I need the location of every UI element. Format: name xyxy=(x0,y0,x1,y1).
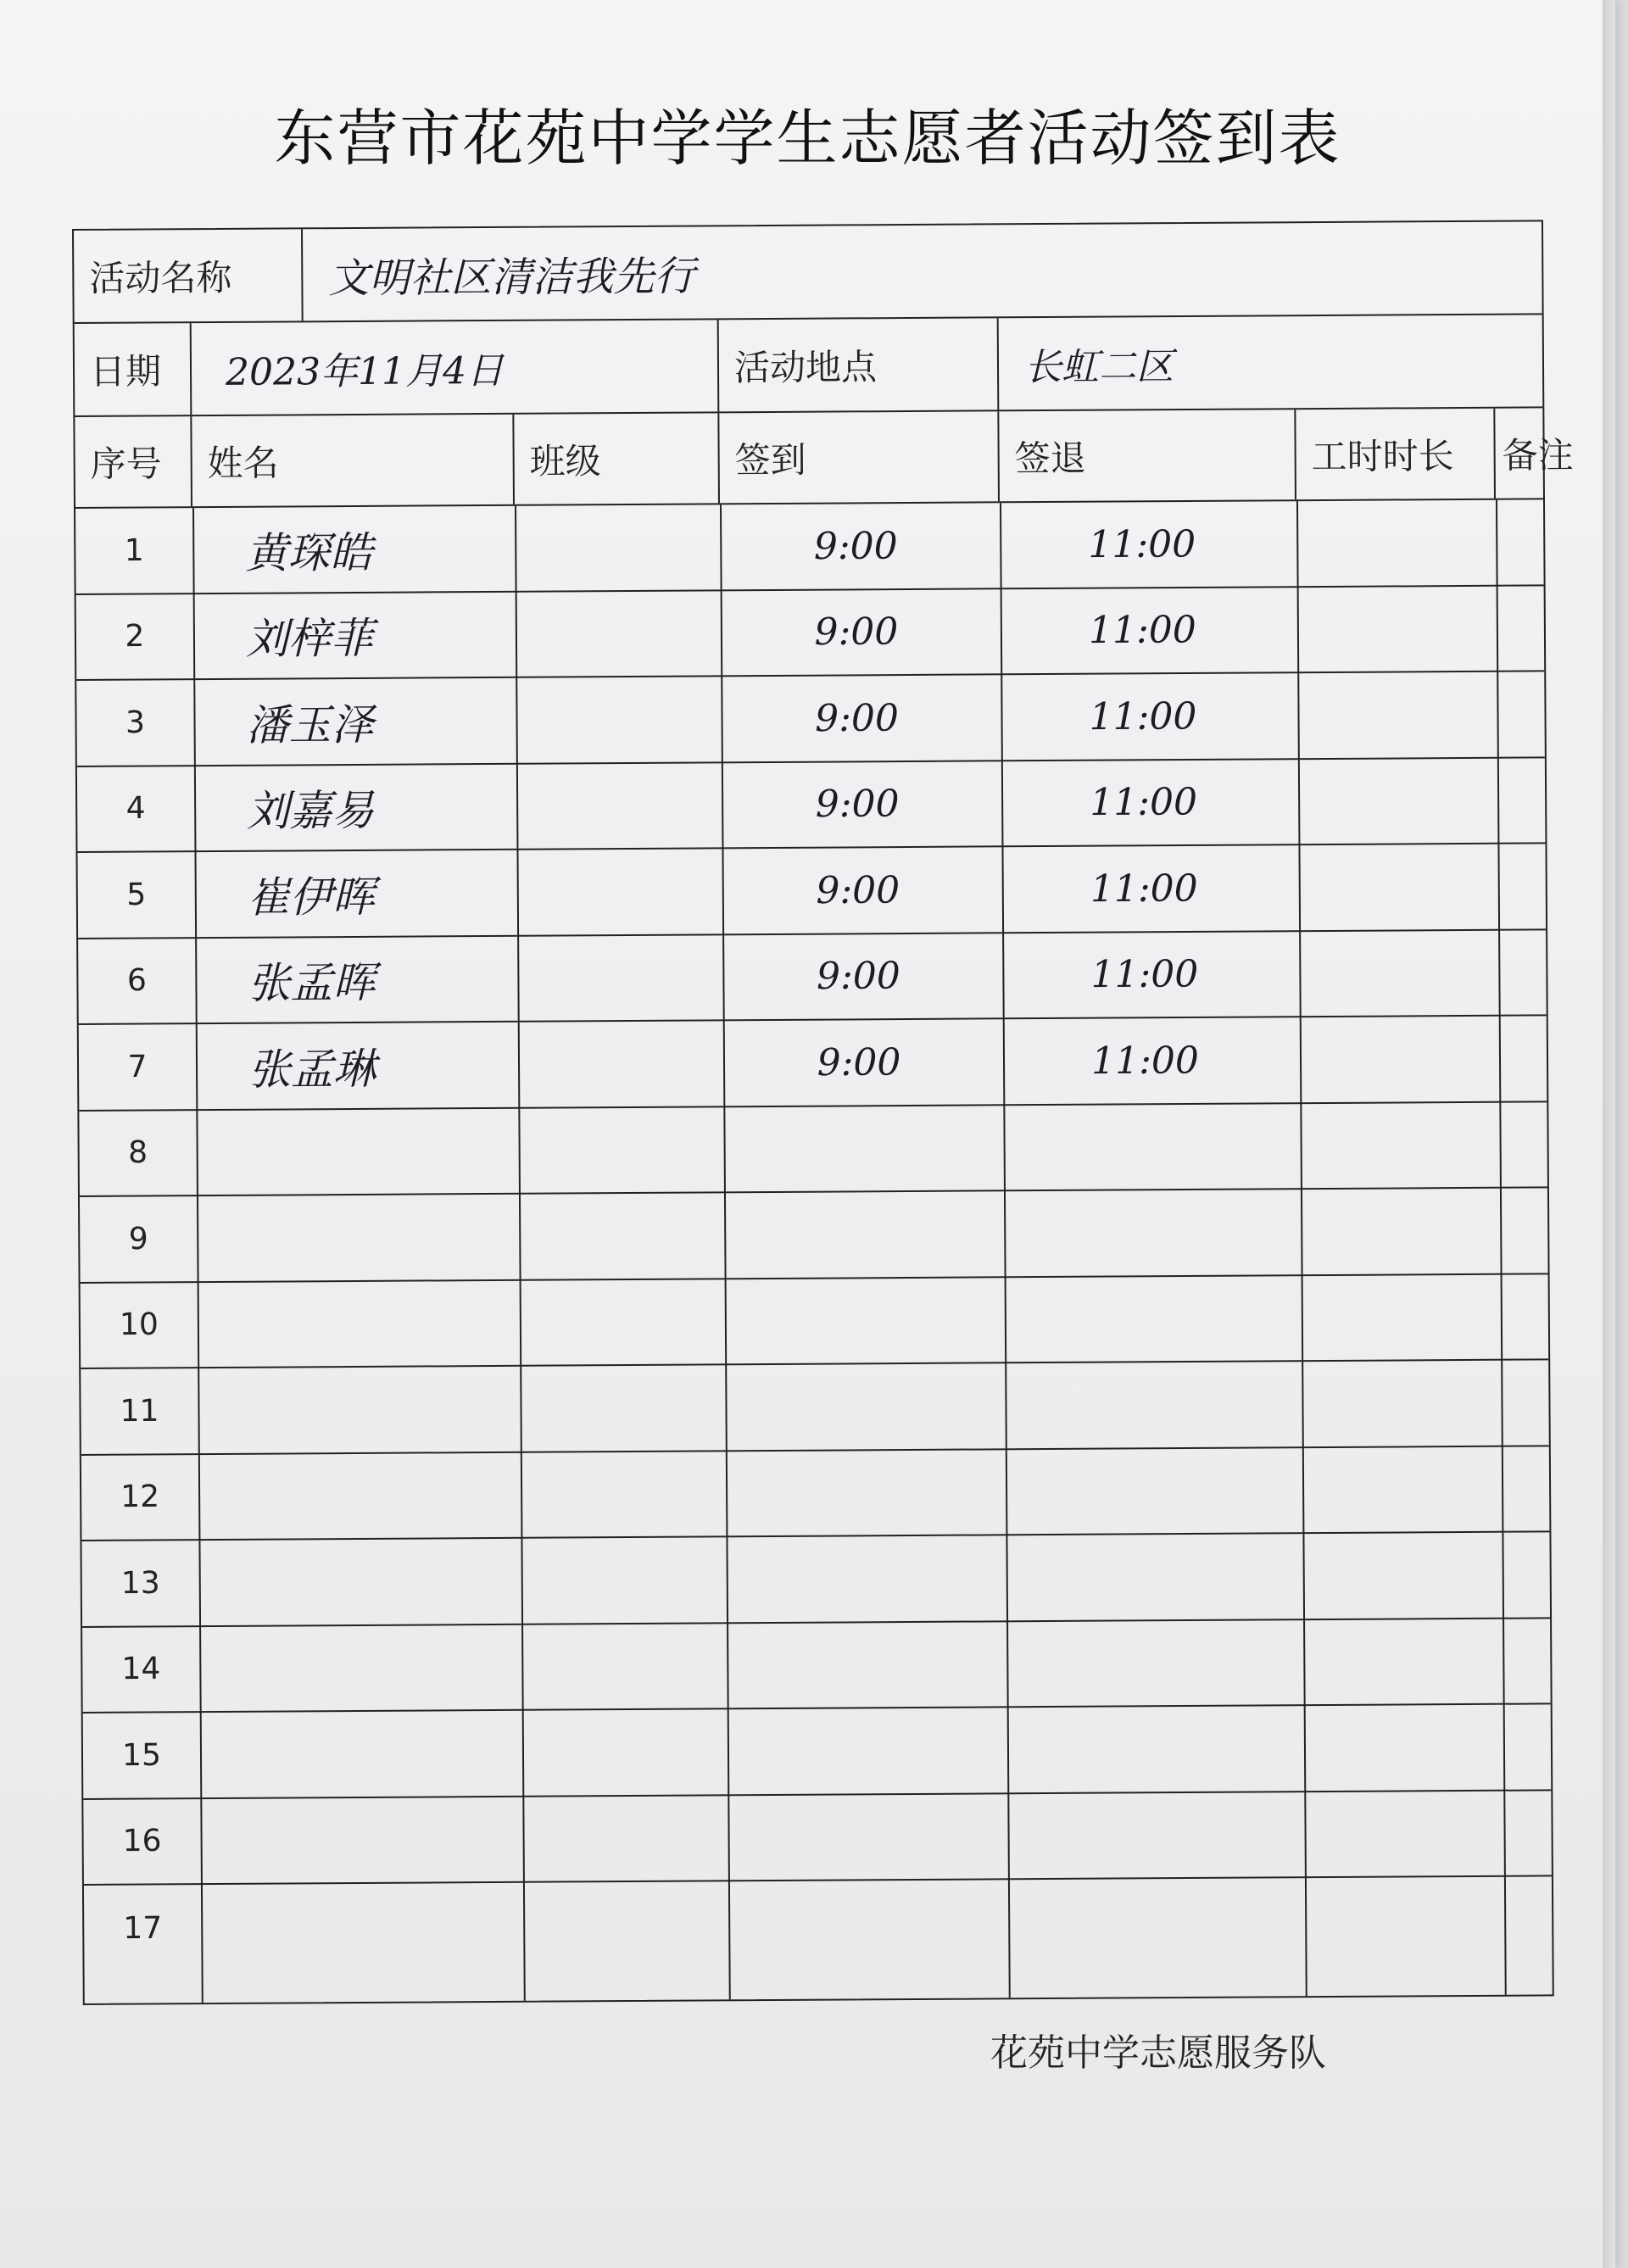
column-header-row xyxy=(75,408,1574,509)
row-signout-time xyxy=(1003,1748,1296,1750)
row-signin-time: 9:00 xyxy=(814,696,900,740)
row-signin-time: 9:00 xyxy=(817,1040,901,1084)
table-body xyxy=(75,499,1553,2003)
activity-label-cell xyxy=(74,229,304,322)
row-name: 刘嘉易 xyxy=(247,786,375,837)
row-signin-time xyxy=(720,1148,1000,1150)
row-number: 3 xyxy=(125,705,146,740)
row-number: 10 xyxy=(119,1307,159,1343)
col-header-signin: 签到 xyxy=(719,411,1000,503)
row-number: 13 xyxy=(120,1565,160,1601)
row-number: 7 xyxy=(127,1049,148,1084)
table-row xyxy=(76,586,1545,681)
date-label-cell xyxy=(75,323,192,415)
row-signin-time xyxy=(723,1750,1003,1752)
table-row xyxy=(77,844,1546,939)
row-number: 2 xyxy=(125,619,145,655)
row-signout-time: 11:00 xyxy=(1090,1039,1200,1083)
table-row xyxy=(81,1360,1549,1455)
table-row xyxy=(79,1016,1547,1111)
row-signout-time xyxy=(1001,1404,1293,1406)
row-number: 15 xyxy=(121,1737,162,1773)
row-number: 4 xyxy=(125,791,146,827)
col-header-hours: 工时时长 xyxy=(1296,409,1496,499)
location-value: 长虹二区 xyxy=(1023,345,1174,390)
row-number: 6 xyxy=(126,963,147,999)
row-signin-time xyxy=(722,1578,1002,1580)
table-row xyxy=(83,1704,1552,1799)
table-row xyxy=(76,671,1545,766)
row-signin-time xyxy=(724,1923,1004,1925)
col-header-no: 序号 xyxy=(75,416,192,507)
row-number: 8 xyxy=(128,1135,148,1171)
row-name: 潘玉泽 xyxy=(246,699,374,750)
row-signout-time: 11:00 xyxy=(1090,780,1198,825)
row-number: 1 xyxy=(124,532,144,568)
table-row xyxy=(81,1532,1550,1627)
table-row xyxy=(81,1274,1549,1369)
location-label: 活动地点 xyxy=(733,346,878,389)
col-header-name: 姓名 xyxy=(192,415,515,506)
row-signin-time: 9:00 xyxy=(813,524,898,568)
row-name: 张孟晖 xyxy=(248,958,376,1008)
row-signout-time: 11:00 xyxy=(1088,608,1196,653)
row-signout-time xyxy=(1000,1232,1292,1234)
row-signin-time xyxy=(724,1836,1004,1838)
row-signin-time: 9:00 xyxy=(815,782,900,827)
row-signin-time xyxy=(721,1320,1001,1322)
row-number: 9 xyxy=(128,1221,148,1257)
table-row xyxy=(78,930,1547,1025)
table-row xyxy=(77,758,1546,853)
row-name: 黄琛皓 xyxy=(245,527,373,578)
activity-value: 文明社区清洁我先行 xyxy=(328,253,695,303)
row-signout-time xyxy=(1002,1576,1295,1578)
row-signout-time xyxy=(1004,1921,1296,1923)
row-signin-time: 9:00 xyxy=(816,954,900,999)
date-value-cell xyxy=(192,320,720,415)
row-signin-time xyxy=(722,1406,1001,1407)
row-number: 11 xyxy=(120,1393,159,1429)
paper-edge xyxy=(1603,0,1615,2268)
table-row xyxy=(80,1188,1548,1283)
row-number: 5 xyxy=(126,877,147,912)
table-row xyxy=(79,1102,1547,1197)
row-name: 崔伊晖 xyxy=(247,872,375,922)
row-signout-time: 11:00 xyxy=(1089,694,1197,738)
col-header-signout: 签退 xyxy=(999,410,1296,501)
row-signout-time xyxy=(1001,1318,1293,1319)
row-signout-time xyxy=(1004,1834,1296,1836)
row-signout-time xyxy=(1001,1490,1294,1491)
col-header-remark: 备注 xyxy=(1502,434,1574,476)
row-name: 张孟琳 xyxy=(248,1044,376,1095)
row-signin-time xyxy=(722,1664,1002,1666)
activity-row xyxy=(74,221,1542,324)
date-label: 日期 xyxy=(89,350,162,393)
row-signin-time: 9:00 xyxy=(814,610,899,655)
row-number: 17 xyxy=(123,1910,163,1946)
row-number: 16 xyxy=(122,1824,162,1859)
row-number: 14 xyxy=(121,1652,161,1687)
signin-table xyxy=(72,220,1574,2005)
form-title: 东营市花苑中学学生志愿者活动签到表 xyxy=(274,103,1341,174)
table-row xyxy=(84,1876,1553,1971)
footer-organization: 花苑中学志愿服务队 xyxy=(990,2031,1326,2075)
row-signout-time: 11:00 xyxy=(1090,867,1198,911)
row-number: 12 xyxy=(120,1479,160,1515)
row-signout-time: 11:00 xyxy=(1090,952,1199,997)
date-value: 2023年11月4日 xyxy=(225,348,505,394)
row-signout-time xyxy=(1000,1145,1292,1147)
row-signout-time: 11:00 xyxy=(1088,522,1196,566)
row-signout-time xyxy=(1002,1662,1295,1663)
date-location-row xyxy=(75,315,1543,417)
table-row xyxy=(81,1446,1550,1541)
col-header-class: 班级 xyxy=(514,413,720,504)
table-row xyxy=(82,1619,1551,1714)
activity-label: 活动名称 xyxy=(89,256,232,299)
row-signin-time xyxy=(722,1492,1001,1494)
row-signin-time xyxy=(720,1234,1000,1235)
row-name: 刘梓菲 xyxy=(245,614,374,665)
table-row xyxy=(75,499,1544,594)
location-label-cell xyxy=(719,318,1000,411)
table-row xyxy=(83,1791,1552,1886)
row-signin-time: 9:00 xyxy=(816,868,900,912)
